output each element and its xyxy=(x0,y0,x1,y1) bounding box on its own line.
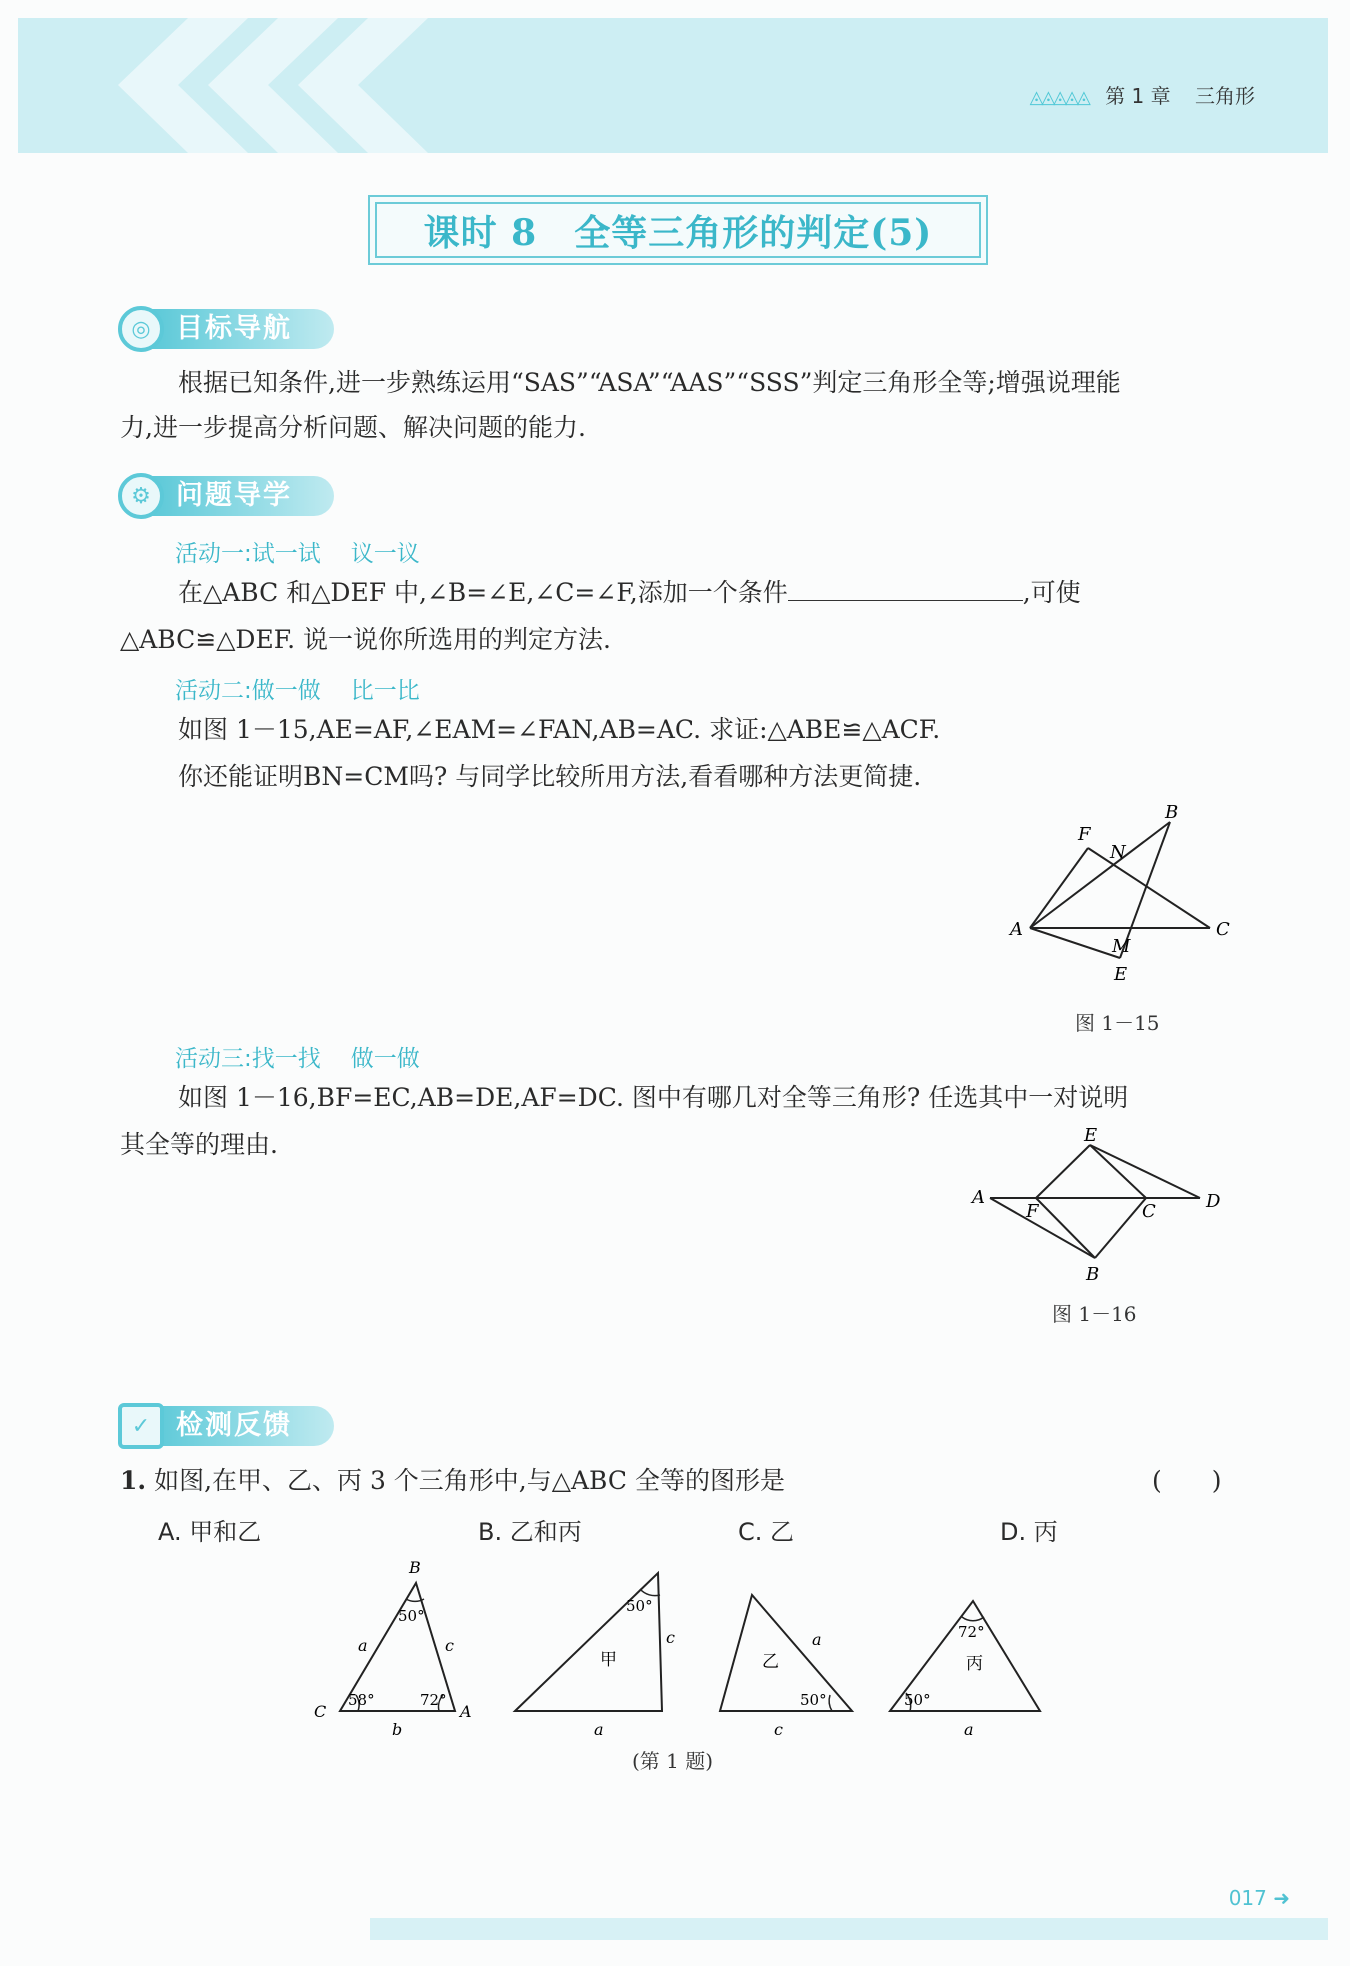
segment-ae xyxy=(1030,928,1120,958)
label-c: C xyxy=(1216,919,1230,940)
segment-fc xyxy=(1088,848,1210,928)
target-icon: ◎ xyxy=(118,306,164,352)
segment-af xyxy=(1030,848,1088,928)
question-1-figures xyxy=(300,1555,1060,1755)
chapter-header xyxy=(1030,80,1255,109)
segment-fb xyxy=(1036,1198,1095,1258)
triangle-yi xyxy=(720,1595,852,1739)
label-a: A xyxy=(1010,919,1023,940)
choice-a[interactable]: A. 甲和乙 xyxy=(158,1518,262,1546)
side-b: b xyxy=(392,1720,403,1739)
goal-section-tag xyxy=(118,305,354,353)
figure-1-15 xyxy=(1000,800,1240,1000)
label-b: B xyxy=(409,1558,421,1577)
footer-band xyxy=(370,1918,1328,1940)
activity-1-line-2: △ABC≌△DEF. 说一说你所选用的判定方法. xyxy=(120,625,612,654)
figure-1-16 xyxy=(970,1125,1240,1285)
figure-1-15-caption: 图 1－15 xyxy=(1075,1011,1160,1035)
choice-c[interactable]: C. 乙 xyxy=(738,1518,795,1546)
angle-c: 58° xyxy=(348,1691,375,1709)
label-f: F xyxy=(1026,1201,1039,1222)
activity-3-title: 活动三:找一找 做一做 xyxy=(175,1046,420,1072)
study-section-tag xyxy=(118,472,354,520)
head-gear-icon: ⚙ xyxy=(118,473,164,519)
name-jia: 甲 xyxy=(600,1650,617,1670)
chapter-number: 第 1 章 xyxy=(1105,84,1171,108)
label-n: N xyxy=(1110,842,1126,863)
name-yi: 乙 xyxy=(762,1652,779,1672)
choice-b[interactable]: B. 乙和丙 xyxy=(478,1518,582,1546)
segment-ec xyxy=(1090,1145,1146,1198)
chapter-title: 三角形 xyxy=(1195,84,1255,108)
goal-line-2: 力,进一步提高分析问题、解决问题的能力. xyxy=(120,413,586,442)
side-c-jia: c xyxy=(666,1628,675,1647)
label-c: C xyxy=(314,1702,327,1721)
side-a-bing: a xyxy=(964,1720,974,1739)
name-bing: 丙 xyxy=(966,1654,983,1674)
activity-2-line-2: 你还能证明BN=CM吗? 与同学比较所用方法,看看哪种方法更简捷. xyxy=(178,762,922,791)
choice-d[interactable]: D. 丙 xyxy=(1000,1518,1058,1546)
check-section-tag xyxy=(118,1402,354,1450)
angle-b: 50° xyxy=(398,1607,425,1625)
header-chevrons xyxy=(18,18,438,153)
triangle-jia xyxy=(515,1573,675,1739)
label-m: M xyxy=(1112,936,1131,957)
study-section-label: 问题导学 xyxy=(152,476,334,516)
answer-blank[interactable] xyxy=(788,574,1023,601)
side-a-jia: a xyxy=(594,1720,604,1739)
question-1-answer-paren[interactable]: ( ) xyxy=(1152,1466,1222,1495)
label-c: C xyxy=(1142,1201,1156,1222)
lesson-title-box xyxy=(368,195,988,265)
label-a: A xyxy=(460,1702,472,1721)
page-number: 017 ➜ xyxy=(1228,1886,1290,1910)
label-b: B xyxy=(1165,802,1179,823)
label-b: B xyxy=(1086,1264,1100,1285)
activity-2-line-1: 如图 1－15,AE=AF,∠EAM=∠FAN,AB=AC. 求证:△ABE≌△ACF. xyxy=(178,715,941,744)
segment-ab xyxy=(990,1198,1095,1258)
activity-3-line-2: 其全等的理由. xyxy=(120,1130,278,1159)
arrow-icon: ➜ xyxy=(1273,1886,1290,1910)
label-d: D xyxy=(1206,1191,1221,1212)
segment-ab xyxy=(1030,822,1170,928)
lesson-title: 课时 8 全等三角形的判定(5) xyxy=(423,211,933,254)
triangle-bing xyxy=(890,1601,1040,1739)
activity-1-line-1: 在△ABC 和△DEF 中,∠B=∠E,∠C=∠F,添加一个条件 ,可使 xyxy=(178,570,1081,615)
activity-3-line-1: 如图 1－16,BF=EC,AB=DE,AF=DC. 图中有哪几对全等三角形? 任选其中一对说明 xyxy=(178,1083,1129,1112)
angle-yi: 50° xyxy=(800,1691,827,1709)
segment-ed xyxy=(1090,1145,1200,1198)
segment-fe xyxy=(1036,1145,1090,1198)
check-section-label: 检测反馈 xyxy=(152,1406,334,1446)
angle-left-bing: 50° xyxy=(904,1691,931,1709)
side-a: a xyxy=(358,1636,368,1655)
side-c: c xyxy=(445,1636,454,1655)
activity-1-title: 活动一:试一试 议一议 xyxy=(175,541,420,567)
question-1-caption: (第 1 题) xyxy=(632,1749,714,1773)
goal-section-label: 目标导航 xyxy=(152,309,334,349)
side-a-yi: a xyxy=(812,1630,822,1649)
angle-jia: 50° xyxy=(626,1597,653,1615)
label-e: E xyxy=(1084,1125,1098,1146)
figure-1-16-caption: 图 1－16 xyxy=(1052,1302,1137,1326)
triangle-abc xyxy=(314,1558,472,1739)
question-1-line: 1. 如图,在甲、乙、丙 3 个三角形中,与△ABC 全等的图形是 xyxy=(120,1466,785,1495)
label-e: E xyxy=(1114,964,1128,985)
activity-2-title: 活动二:做一做 比一比 xyxy=(175,678,420,704)
angle-a: 72° xyxy=(420,1691,447,1709)
goal-line-1: 根据已知条件,进一步熟练运用“SAS”“ASA”“AAS”“SSS”判定三角形全等;增强说理能 xyxy=(178,368,1121,397)
side-c-yi: c xyxy=(774,1720,783,1739)
mountain-icon: ◬◬◬◬◬ xyxy=(1029,87,1089,108)
label-a: A xyxy=(972,1187,985,1208)
segment-bc xyxy=(1095,1198,1146,1258)
checklist-icon: ✓ xyxy=(118,1403,164,1449)
angle-top-bing: 72° xyxy=(958,1623,985,1641)
label-f: F xyxy=(1078,824,1091,845)
